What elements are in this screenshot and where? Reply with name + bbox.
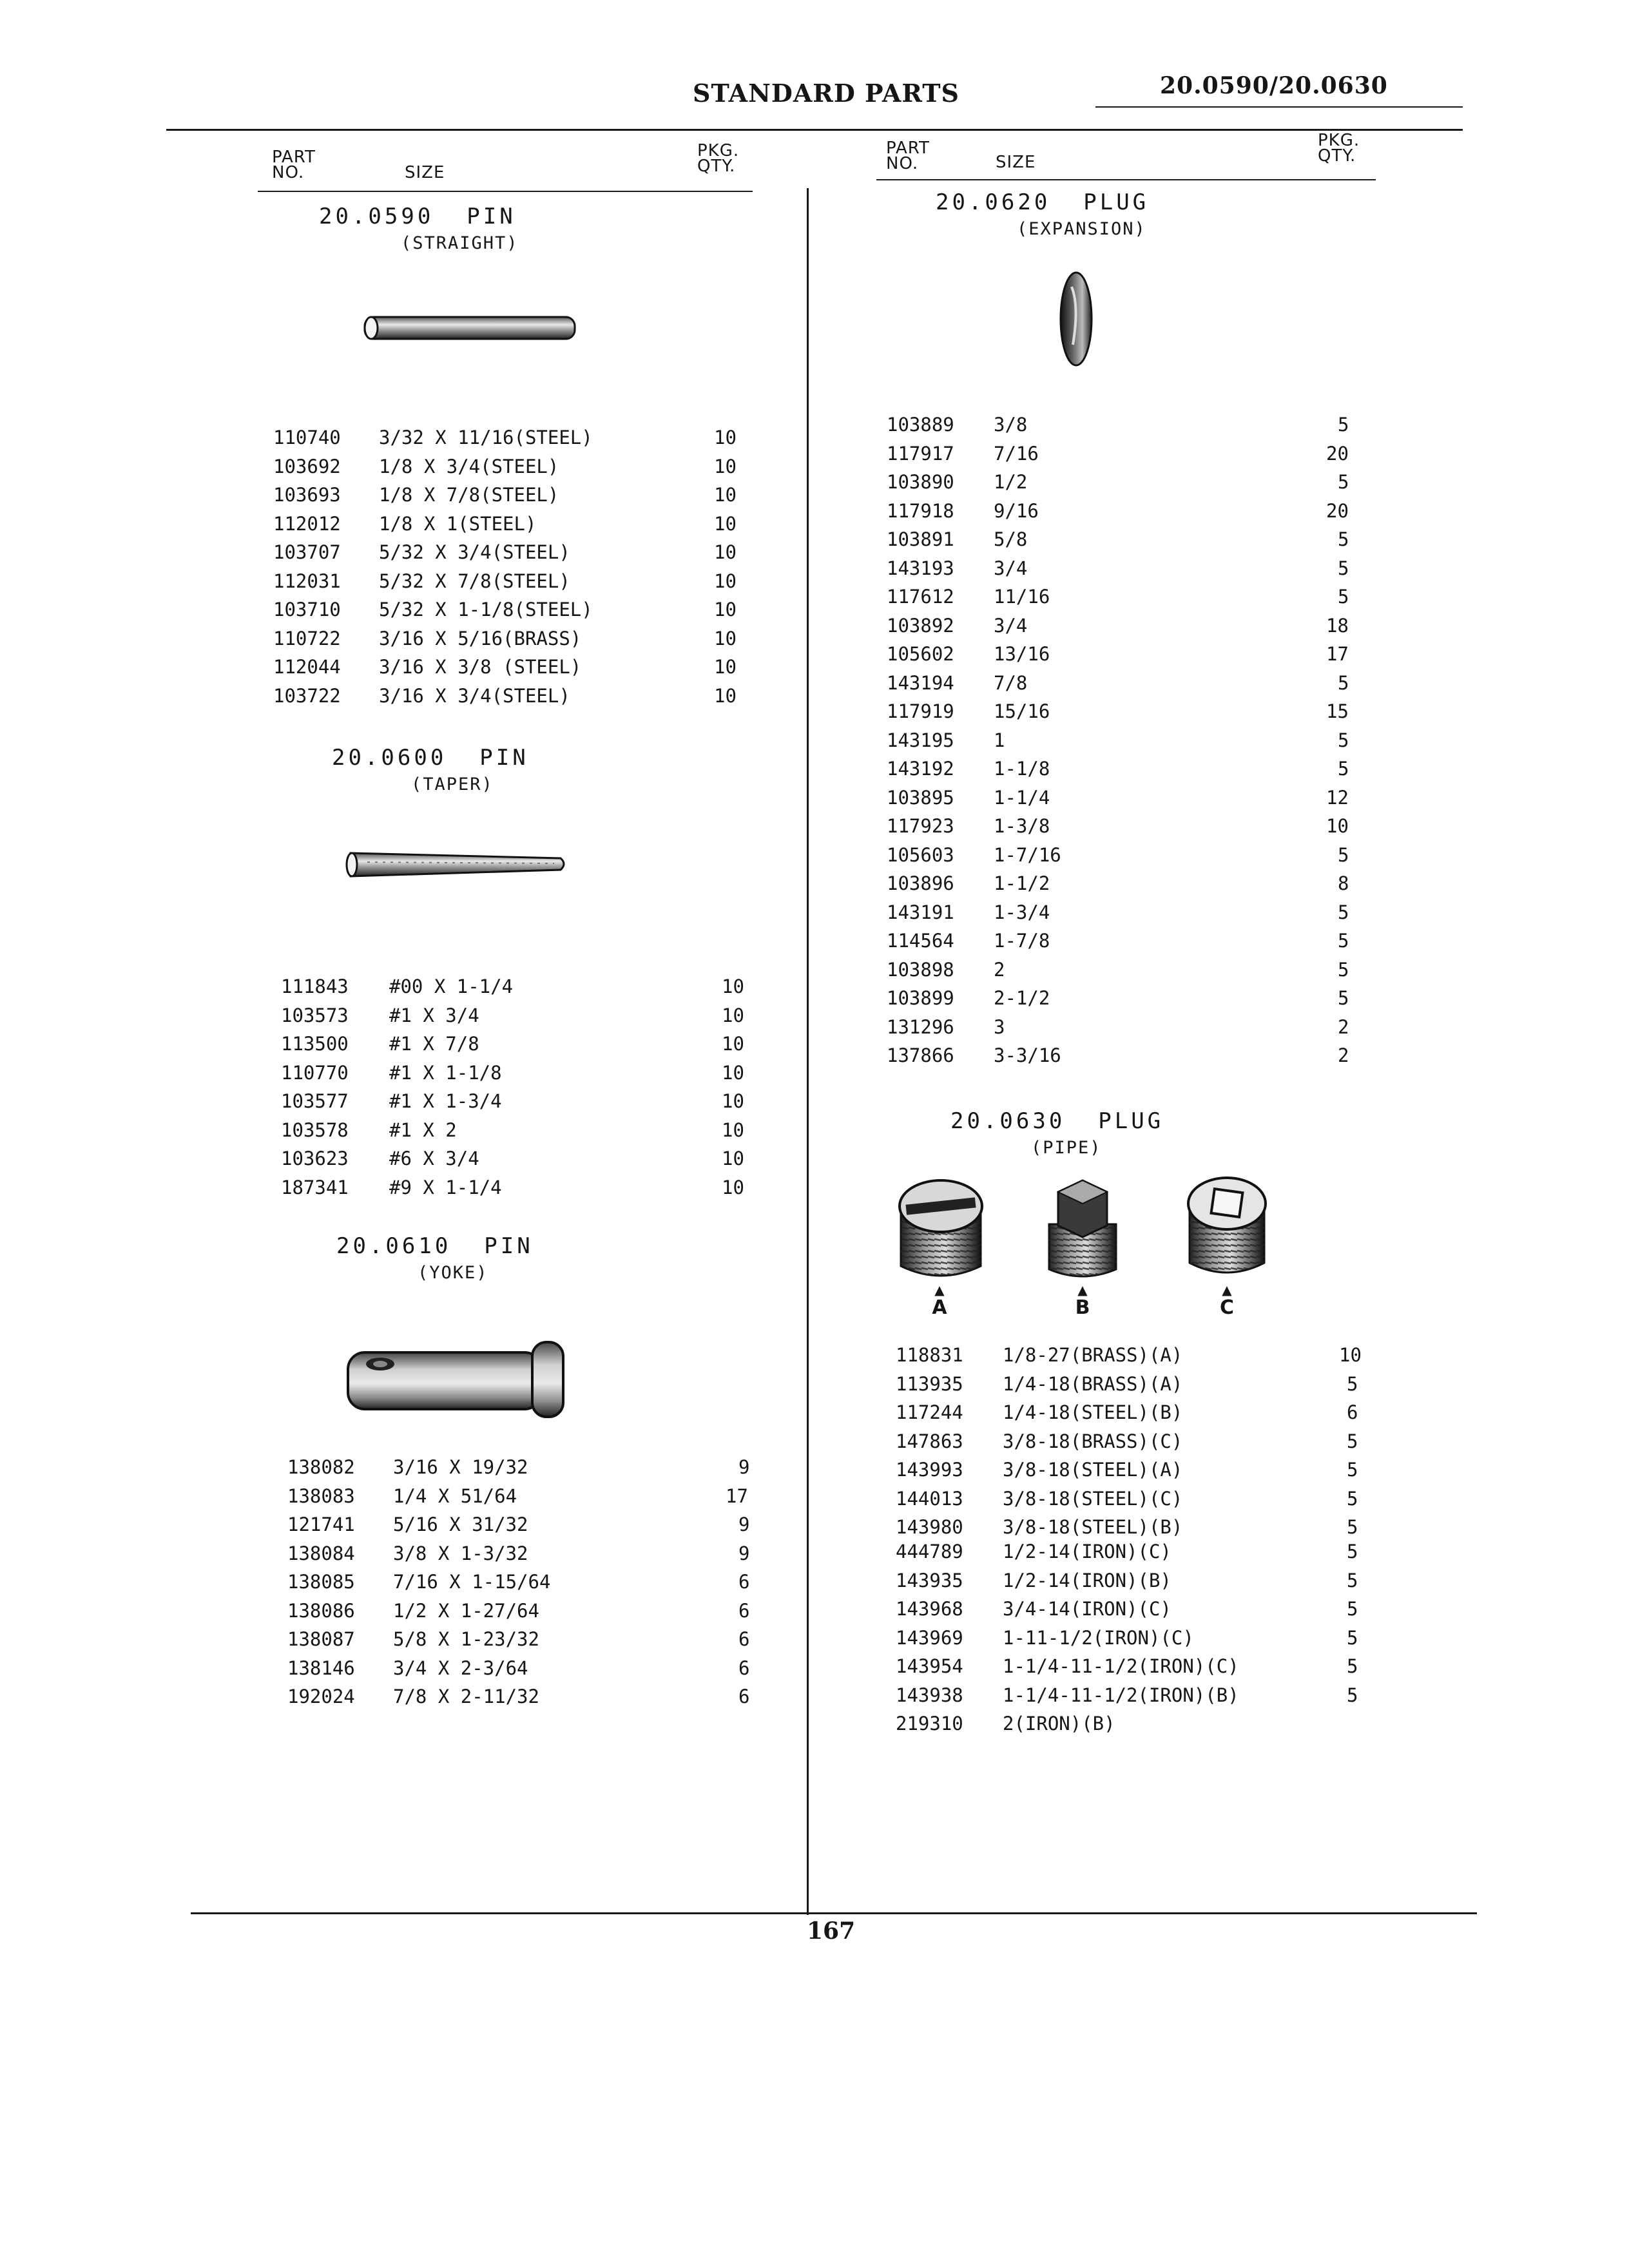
pipe-plug-b xyxy=(1049,1180,1116,1276)
section-subtitle-pipe: (PIPE) xyxy=(1031,1138,1102,1158)
section-title-20-0620: 20.0620 PLUG xyxy=(936,189,1150,215)
yoke-pin-illustration xyxy=(342,1337,574,1421)
col-head-size: SIZE xyxy=(405,163,445,182)
header-rule xyxy=(166,129,1463,131)
section-title-20-0590: 20.0590 PIN xyxy=(319,204,516,229)
footer-rule xyxy=(191,1912,1477,1914)
expansion-plug-illustration xyxy=(1054,267,1099,370)
page-number: 167 xyxy=(807,1917,856,1945)
taper-pin-illustration xyxy=(342,845,574,884)
header-rule-right xyxy=(1095,106,1463,108)
variant-label-b: ▲ B xyxy=(1075,1282,1090,1319)
column-divider xyxy=(807,188,809,1915)
straight-pin-illustration xyxy=(361,309,580,348)
col-head-rule-right xyxy=(876,179,1376,180)
section-title-20-0600: 20.0600 PIN xyxy=(332,745,529,771)
col-head-part-no-right: PART NO. xyxy=(886,139,930,173)
col-head-part-no: PART NO. xyxy=(272,148,316,182)
variant-label-c: ▲ C xyxy=(1219,1282,1235,1319)
section-subtitle-straight: (STRAIGHT) xyxy=(401,233,519,253)
section-subtitle-expansion: (EXPANSION) xyxy=(1017,219,1146,239)
section-subtitle-taper: (TAPER) xyxy=(411,774,494,794)
pipe-plugs-illustration xyxy=(889,1173,1289,1285)
section-subtitle-yoke: (YOKE) xyxy=(418,1263,488,1283)
pipe-plug-c xyxy=(1188,1178,1266,1273)
col-head-size-right: SIZE xyxy=(996,153,1036,172)
pipe-plug-a xyxy=(900,1180,982,1276)
page-title: STANDARD PARTS xyxy=(693,79,959,108)
col-head-pkg-qty: PKG. QTY. xyxy=(697,141,740,176)
part-range: 20.0590/20.0630 xyxy=(1160,72,1388,99)
section-title-20-0610: 20.0610 PIN xyxy=(336,1233,534,1259)
col-head-pkg-qty-right: PKG. QTY. xyxy=(1318,131,1360,166)
col-head-rule-left xyxy=(258,191,753,192)
variant-label-a: ▲ A xyxy=(932,1282,947,1319)
section-title-20-0630: 20.0630 PLUG xyxy=(950,1108,1164,1134)
